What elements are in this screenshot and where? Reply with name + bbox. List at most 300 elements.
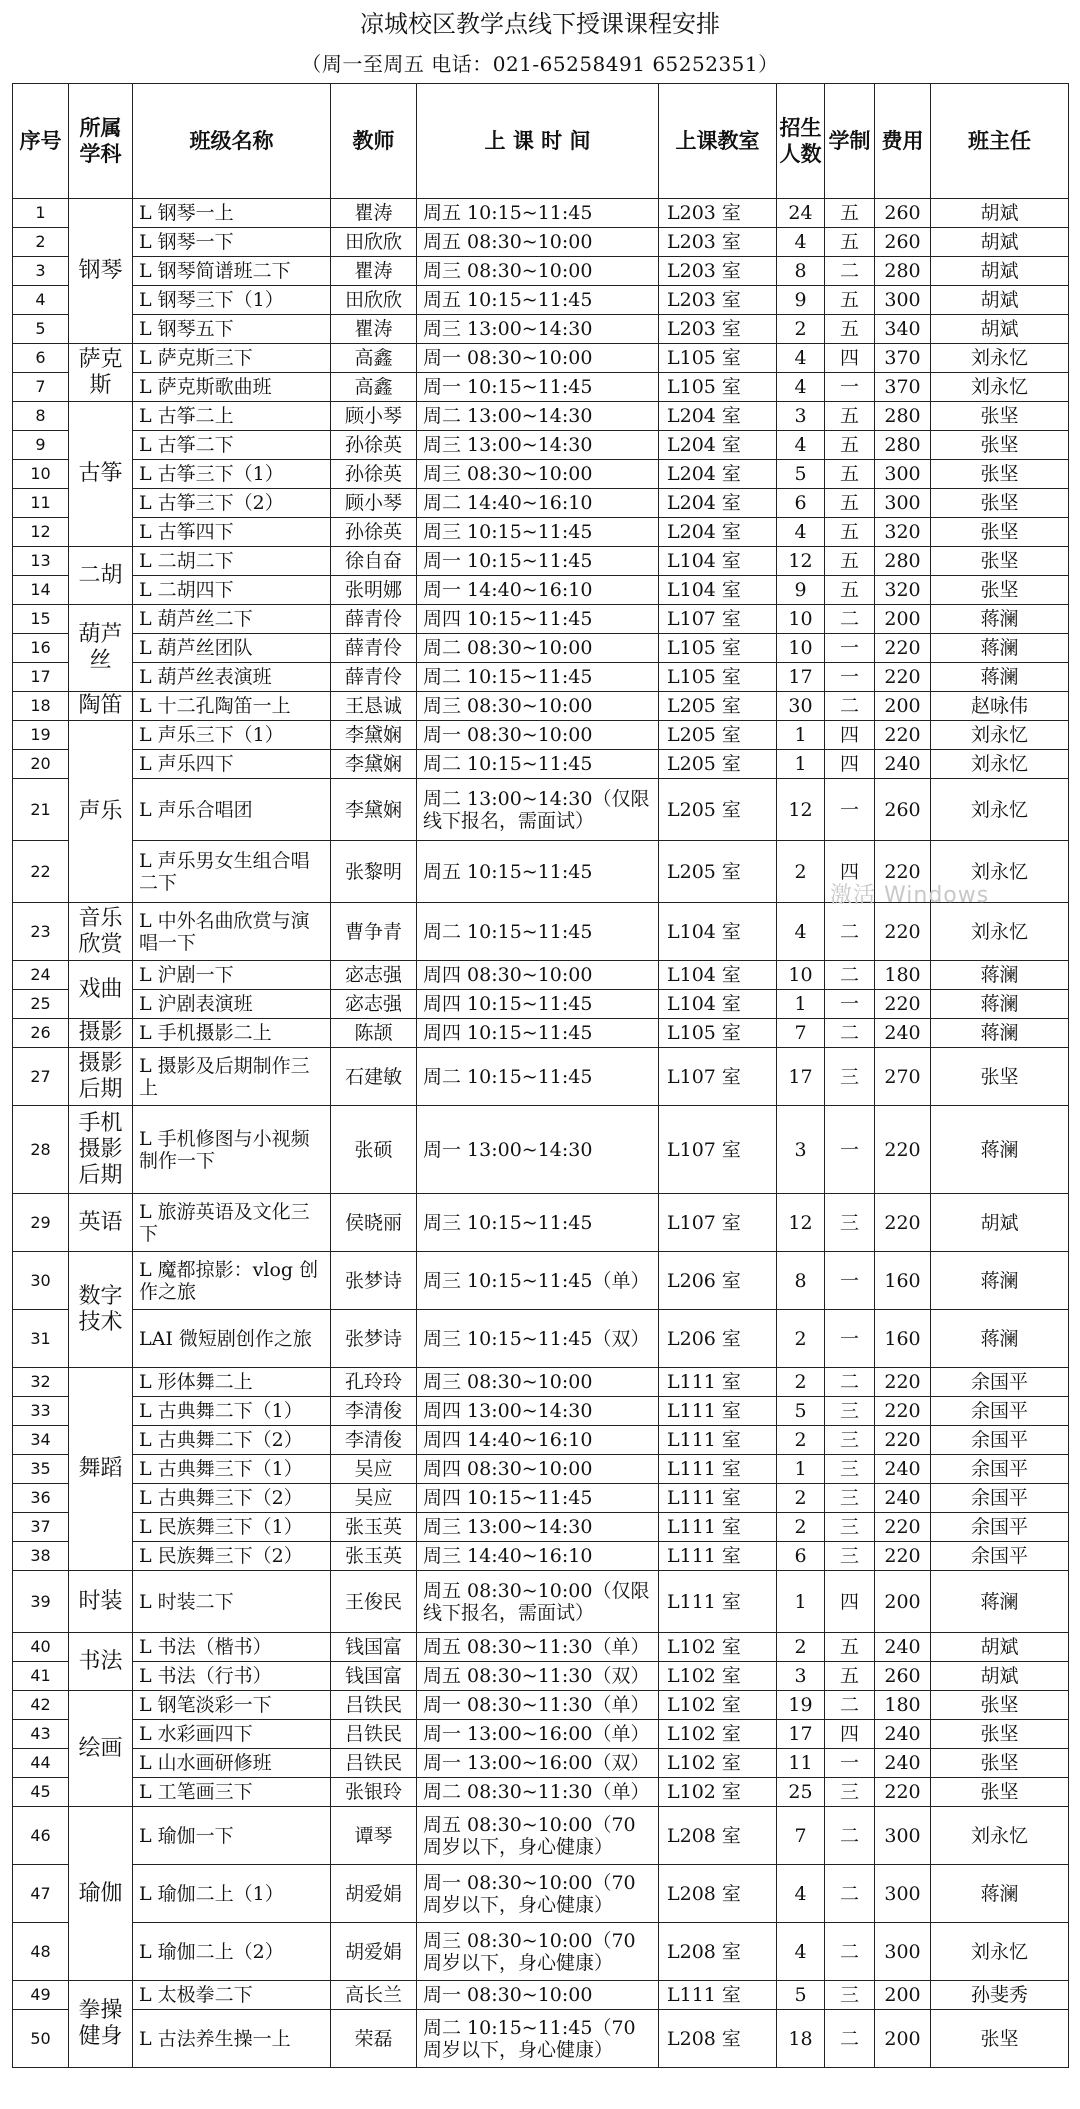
duration-years: 三 <box>825 1542 875 1571</box>
table-row <box>13 489 1069 518</box>
class-name: L 古典舞三下（2） <box>133 1484 331 1513</box>
class-name: L 钢琴简谱班二下 <box>133 257 331 286</box>
head-teacher: 蒋澜 <box>931 1571 1069 1633</box>
row-number: 4 <box>13 286 69 315</box>
header-class-name: 班级名称 <box>133 84 331 199</box>
teacher-name: 瞿涛 <box>331 199 417 228</box>
class-time: 周一 10:15~11:45 <box>417 373 659 402</box>
classroom: L206 室 <box>659 1310 777 1368</box>
head-teacher: 胡斌 <box>931 199 1069 228</box>
fee: 280 <box>875 431 931 460</box>
fee: 160 <box>875 1252 931 1310</box>
head-teacher: 余国平 <box>931 1542 1069 1571</box>
class-time: 周三 14:40~16:10 <box>417 1542 659 1571</box>
class-time: 周四 10:15~11:45 <box>417 1484 659 1513</box>
duration-years: 二 <box>825 1865 875 1923</box>
teacher-name: 张硕 <box>331 1106 417 1194</box>
classroom: L104 室 <box>659 547 777 576</box>
enrollment-count: 19 <box>777 1691 825 1720</box>
class-time: 周一 13:00~14:30 <box>417 1106 659 1194</box>
table-row <box>13 1981 1069 2010</box>
class-time: 周三 08:30~10:00 <box>417 1368 659 1397</box>
table-row <box>13 961 1069 990</box>
enrollment-count: 1 <box>777 1571 825 1633</box>
enrollment-count: 4 <box>777 903 825 961</box>
classroom: L107 室 <box>659 605 777 634</box>
head-teacher: 蒋澜 <box>931 1865 1069 1923</box>
table-row <box>13 1662 1069 1691</box>
classroom: L111 室 <box>659 1368 777 1397</box>
class-time: 周四 13:00~14:30 <box>417 1397 659 1426</box>
page-title: 凉城校区教学点线下授课课程安排 <box>360 10 720 38</box>
class-name: L 摄影及后期制作三上 <box>133 1048 331 1106</box>
classroom: L203 室 <box>659 286 777 315</box>
class-name: L 山水画研修班 <box>133 1749 331 1778</box>
table-row <box>13 402 1069 431</box>
duration-years: 四 <box>825 750 875 779</box>
class-name: L 旅游英语及文化三下 <box>133 1194 331 1252</box>
enrollment-count: 5 <box>777 460 825 489</box>
enrollment-count: 2 <box>777 1513 825 1542</box>
class-name: L 声乐三下（1） <box>133 721 331 750</box>
fee: 240 <box>875 1720 931 1749</box>
duration-years: 五 <box>825 315 875 344</box>
classroom: L111 室 <box>659 1513 777 1542</box>
class-name: L 钢琴一下 <box>133 228 331 257</box>
head-teacher: 张坚 <box>931 402 1069 431</box>
class-time: 周五 08:30~10:00（仅限线下报名，需面试） <box>417 1571 659 1633</box>
class-time: 周三 08:30~10:00 <box>417 257 659 286</box>
table-row <box>13 634 1069 663</box>
teacher-name: 顾小琴 <box>331 402 417 431</box>
classroom: L105 室 <box>659 663 777 692</box>
head-teacher: 张坚 <box>931 518 1069 547</box>
teacher-name: 薛青伶 <box>331 634 417 663</box>
fee: 260 <box>875 199 931 228</box>
duration-years: 二 <box>825 1019 875 1048</box>
subject-cell: 葫芦丝 <box>69 605 133 692</box>
fee: 220 <box>875 1106 931 1194</box>
class-time: 周一 08:30~10:00 <box>417 1981 659 2010</box>
class-time: 周三 08:30~10:00（70 周岁以下，身心健康） <box>417 1923 659 1981</box>
class-name: L 葫芦丝表演班 <box>133 663 331 692</box>
head-teacher: 孙斐秀 <box>931 1981 1069 2010</box>
header-fee: 费用 <box>875 84 931 199</box>
teacher-name: 吕铁民 <box>331 1691 417 1720</box>
class-time: 周四 10:15~11:45 <box>417 1019 659 1048</box>
table-row <box>13 518 1069 547</box>
row-number: 29 <box>13 1194 69 1252</box>
head-teacher: 刘永忆 <box>931 721 1069 750</box>
fee: 300 <box>875 460 931 489</box>
class-time: 周三 13:00~14:30 <box>417 1513 659 1542</box>
classroom: L111 室 <box>659 1542 777 1571</box>
classroom: L111 室 <box>659 1397 777 1426</box>
teacher-name: 高鑫 <box>331 373 417 402</box>
course-schedule-table <box>12 83 1069 2068</box>
classroom: L204 室 <box>659 518 777 547</box>
teacher-name: 薛青伶 <box>331 663 417 692</box>
enrollment-count: 8 <box>777 257 825 286</box>
classroom: L107 室 <box>659 1048 777 1106</box>
class-name: L 钢琴一上 <box>133 199 331 228</box>
teacher-name: 孙徐英 <box>331 431 417 460</box>
row-number: 11 <box>13 489 69 518</box>
teacher-name: 张玉英 <box>331 1513 417 1542</box>
teacher-name: 张银玲 <box>331 1778 417 1807</box>
fee: 320 <box>875 518 931 547</box>
head-teacher: 张坚 <box>931 460 1069 489</box>
enrollment-count: 3 <box>777 1662 825 1691</box>
head-teacher: 蒋澜 <box>931 1106 1069 1194</box>
table-row <box>13 1252 1069 1310</box>
head-teacher: 胡斌 <box>931 257 1069 286</box>
classroom: L102 室 <box>659 1662 777 1691</box>
row-number: 20 <box>13 750 69 779</box>
teacher-name: 李清俊 <box>331 1397 417 1426</box>
table-row <box>13 990 1069 1019</box>
fee: 240 <box>875 1749 931 1778</box>
class-name: L 十二孔陶笛一上 <box>133 692 331 721</box>
fee: 220 <box>875 1397 931 1426</box>
table-row <box>13 1542 1069 1571</box>
classroom: L208 室 <box>659 1807 777 1865</box>
class-name: L 沪剧表演班 <box>133 990 331 1019</box>
enrollment-count: 17 <box>777 1048 825 1106</box>
duration-years: 一 <box>825 373 875 402</box>
duration-years: 四 <box>825 721 875 750</box>
teacher-name: 李黛娴 <box>331 721 417 750</box>
row-number: 21 <box>13 779 69 841</box>
row-number: 33 <box>13 1397 69 1426</box>
class-name: L 萨克斯歌曲班 <box>133 373 331 402</box>
teacher-name: 高长兰 <box>331 1981 417 2010</box>
subject-cell: 摄影 <box>69 1019 133 1048</box>
class-time: 周三 13:00~14:30 <box>417 431 659 460</box>
page-subtitle: （周一至周五 电话：021-65258491 65252351） <box>301 52 779 76</box>
teacher-name: 谭琴 <box>331 1807 417 1865</box>
table-row <box>13 199 1069 228</box>
enrollment-count: 30 <box>777 692 825 721</box>
table-row <box>13 1720 1069 1749</box>
table-row <box>13 344 1069 373</box>
row-number: 9 <box>13 431 69 460</box>
classroom: L107 室 <box>659 1194 777 1252</box>
class-name: L 古典舞二下（1） <box>133 1397 331 1426</box>
class-name: L 沪剧一下 <box>133 961 331 990</box>
class-name: L 中外名曲欣赏与演唱一下 <box>133 903 331 961</box>
row-number: 38 <box>13 1542 69 1571</box>
duration-years: 三 <box>825 1048 875 1106</box>
head-teacher: 刘永忆 <box>931 373 1069 402</box>
duration-years: 五 <box>825 1662 875 1691</box>
header-subject: 所属学科 <box>69 84 133 199</box>
enrollment-count: 18 <box>777 2010 825 2068</box>
enrollment-count: 4 <box>777 373 825 402</box>
enrollment-count: 8 <box>777 1252 825 1310</box>
table-row <box>13 663 1069 692</box>
teacher-name: 徐自奋 <box>331 547 417 576</box>
duration-years: 一 <box>825 634 875 663</box>
classroom: L104 室 <box>659 903 777 961</box>
teacher-name: 田欣欣 <box>331 228 417 257</box>
table-row <box>13 903 1069 961</box>
header-room: 上课教室 <box>659 84 777 199</box>
class-name: L 瑜伽二上（1） <box>133 1865 331 1923</box>
enrollment-count: 11 <box>777 1749 825 1778</box>
activation-watermark: 激活 Windows <box>830 883 990 908</box>
table-row <box>13 1513 1069 1542</box>
enrollment-count: 1 <box>777 750 825 779</box>
row-number: 48 <box>13 1923 69 1981</box>
teacher-name: 张玉英 <box>331 1542 417 1571</box>
head-teacher: 蒋澜 <box>931 605 1069 634</box>
class-name: L 瑜伽二上（2） <box>133 1923 331 1981</box>
duration-years: 一 <box>825 1252 875 1310</box>
classroom: L205 室 <box>659 721 777 750</box>
head-teacher: 蒋澜 <box>931 961 1069 990</box>
fee: 280 <box>875 402 931 431</box>
teacher-name: 李黛娴 <box>331 750 417 779</box>
fee: 300 <box>875 1865 931 1923</box>
duration-years: 一 <box>825 663 875 692</box>
enrollment-count: 2 <box>777 1484 825 1513</box>
fee: 260 <box>875 228 931 257</box>
subject-cell: 萨克斯 <box>69 344 133 402</box>
classroom: L105 室 <box>659 634 777 663</box>
teacher-name: 侯晓丽 <box>331 1194 417 1252</box>
fee: 220 <box>875 903 931 961</box>
class-time: 周二 10:15~11:45 <box>417 1048 659 1106</box>
head-teacher: 张坚 <box>931 431 1069 460</box>
subject-cell: 舞蹈 <box>69 1368 133 1571</box>
subject-cell: 手机摄影后期 <box>69 1106 133 1194</box>
head-teacher: 胡斌 <box>931 286 1069 315</box>
class-time: 周五 08:30~11:30（单） <box>417 1633 659 1662</box>
row-number: 37 <box>13 1513 69 1542</box>
duration-years: 二 <box>825 692 875 721</box>
table-row <box>13 1455 1069 1484</box>
teacher-name: 瞿涛 <box>331 257 417 286</box>
class-time: 周三 10:15~11:45（单） <box>417 1252 659 1310</box>
classroom: L111 室 <box>659 1981 777 2010</box>
table-row <box>13 605 1069 634</box>
duration-years: 五 <box>825 228 875 257</box>
teacher-name: 荣磊 <box>331 2010 417 2068</box>
table-row <box>13 1923 1069 1981</box>
duration-years: 五 <box>825 199 875 228</box>
enrollment-count: 12 <box>777 779 825 841</box>
fee: 370 <box>875 344 931 373</box>
enrollment-count: 4 <box>777 1923 825 1981</box>
header-teacher: 教师 <box>331 84 417 199</box>
class-name: L 钢琴三下（1） <box>133 286 331 315</box>
class-time: 周四 10:15~11:45 <box>417 605 659 634</box>
row-number: 42 <box>13 1691 69 1720</box>
teacher-name: 王恳诚 <box>331 692 417 721</box>
class-time: 周三 10:15~11:45（双） <box>417 1310 659 1368</box>
row-number: 27 <box>13 1048 69 1106</box>
header-duration: 学制 <box>825 84 875 199</box>
class-name: L 葫芦丝团队 <box>133 634 331 663</box>
head-teacher: 张坚 <box>931 1720 1069 1749</box>
row-number: 46 <box>13 1807 69 1865</box>
teacher-name: 钱国富 <box>331 1633 417 1662</box>
table-row <box>13 1310 1069 1368</box>
head-teacher: 张坚 <box>931 547 1069 576</box>
class-name: L 古筝二下 <box>133 431 331 460</box>
class-name: L 民族舞三下（2） <box>133 1542 331 1571</box>
class-time: 周三 13:00~14:30 <box>417 315 659 344</box>
enrollment-count: 2 <box>777 1310 825 1368</box>
head-teacher: 蒋澜 <box>931 1310 1069 1368</box>
fee: 370 <box>875 373 931 402</box>
head-teacher: 刘永忆 <box>931 841 1069 903</box>
subject-cell: 戏曲 <box>69 961 133 1019</box>
row-number: 31 <box>13 1310 69 1368</box>
duration-years: 五 <box>825 518 875 547</box>
row-number: 34 <box>13 1426 69 1455</box>
class-time: 周四 14:40~16:10 <box>417 1426 659 1455</box>
enrollment-count: 24 <box>777 199 825 228</box>
classroom: L203 室 <box>659 199 777 228</box>
class-name: L 声乐男女生组合唱二下 <box>133 841 331 903</box>
fee: 220 <box>875 1778 931 1807</box>
fee: 180 <box>875 961 931 990</box>
table-row <box>13 721 1069 750</box>
head-teacher: 胡斌 <box>931 228 1069 257</box>
fee: 160 <box>875 1310 931 1368</box>
fee: 240 <box>875 1019 931 1048</box>
duration-years: 二 <box>825 1807 875 1865</box>
class-time: 周二 10:15~11:45 <box>417 903 659 961</box>
classroom: L105 室 <box>659 373 777 402</box>
head-teacher: 张坚 <box>931 576 1069 605</box>
table-row <box>13 1194 1069 1252</box>
row-number: 24 <box>13 961 69 990</box>
fee: 220 <box>875 1426 931 1455</box>
enrollment-count: 12 <box>777 1194 825 1252</box>
class-name: L 二胡四下 <box>133 576 331 605</box>
teacher-name: 吕铁民 <box>331 1749 417 1778</box>
teacher-name: 高鑫 <box>331 344 417 373</box>
teacher-name: 顾小琴 <box>331 489 417 518</box>
duration-years: 三 <box>825 1455 875 1484</box>
class-time: 周五 10:15~11:45 <box>417 286 659 315</box>
table-row <box>13 1019 1069 1048</box>
header-no: 序号 <box>13 84 69 199</box>
table-row <box>13 315 1069 344</box>
class-time: 周二 08:30~11:30（单） <box>417 1778 659 1807</box>
class-time: 周五 10:15~11:45 <box>417 841 659 903</box>
header-head-teacher: 班主任 <box>931 84 1069 199</box>
head-teacher: 张坚 <box>931 1778 1069 1807</box>
head-teacher: 蒋澜 <box>931 990 1069 1019</box>
class-time: 周五 10:15~11:45 <box>417 199 659 228</box>
teacher-name: 吴应 <box>331 1455 417 1484</box>
fee: 220 <box>875 721 931 750</box>
duration-years: 五 <box>825 576 875 605</box>
table-row <box>13 1426 1069 1455</box>
duration-years: 三 <box>825 1194 875 1252</box>
head-teacher: 蒋澜 <box>931 663 1069 692</box>
table-row <box>13 1571 1069 1633</box>
table-row <box>13 1048 1069 1106</box>
class-name: L 书法（楷书） <box>133 1633 331 1662</box>
duration-years: 四 <box>825 1720 875 1749</box>
table-row <box>13 692 1069 721</box>
class-time: 周二 08:30~10:00 <box>417 634 659 663</box>
head-teacher: 余国平 <box>931 1426 1069 1455</box>
class-time: 周五 08:30~10:00（70 周岁以下，身心健康） <box>417 1807 659 1865</box>
class-name: L 声乐合唱团 <box>133 779 331 841</box>
table-header-row <box>13 84 1069 199</box>
duration-years: 五 <box>825 431 875 460</box>
subject-cell: 时装 <box>69 1571 133 1633</box>
table-row <box>13 1633 1069 1662</box>
fee: 180 <box>875 1691 931 1720</box>
class-name: L 瑜伽一下 <box>133 1807 331 1865</box>
teacher-name: 胡爱娟 <box>331 1923 417 1981</box>
class-time: 周二 13:00~14:30（仅限线下报名，需面试） <box>417 779 659 841</box>
duration-years: 一 <box>825 1749 875 1778</box>
enrollment-count: 10 <box>777 605 825 634</box>
class-name: L 民族舞三下（1） <box>133 1513 331 1542</box>
head-teacher: 余国平 <box>931 1484 1069 1513</box>
row-number: 17 <box>13 663 69 692</box>
subject-cell: 书法 <box>69 1633 133 1691</box>
table-row <box>13 1749 1069 1778</box>
classroom: L102 室 <box>659 1749 777 1778</box>
classroom: L203 室 <box>659 315 777 344</box>
table-row <box>13 547 1069 576</box>
table-row <box>13 1106 1069 1194</box>
table-row <box>13 257 1069 286</box>
header-time: 上 课 时 间 <box>417 84 659 199</box>
table-row <box>13 750 1069 779</box>
class-time: 周一 10:15~11:45 <box>417 547 659 576</box>
enrollment-count: 25 <box>777 1778 825 1807</box>
teacher-name: 曹争青 <box>331 903 417 961</box>
subject-cell: 音乐欣赏 <box>69 903 133 961</box>
enrollment-count: 7 <box>777 1807 825 1865</box>
fee: 200 <box>875 605 931 634</box>
enrollment-count: 3 <box>777 402 825 431</box>
row-number: 3 <box>13 257 69 286</box>
row-number: 16 <box>13 634 69 663</box>
enrollment-count: 6 <box>777 489 825 518</box>
class-time: 周四 10:15~11:45 <box>417 990 659 1019</box>
duration-years: 三 <box>825 1426 875 1455</box>
duration-years: 四 <box>825 1571 875 1633</box>
row-number: 47 <box>13 1865 69 1923</box>
class-name: L 古筝二上 <box>133 402 331 431</box>
head-teacher: 余国平 <box>931 1455 1069 1484</box>
enrollment-count: 7 <box>777 1019 825 1048</box>
fee: 280 <box>875 547 931 576</box>
head-teacher: 刘永忆 <box>931 1923 1069 1981</box>
duration-years: 二 <box>825 961 875 990</box>
row-number: 26 <box>13 1019 69 1048</box>
fee: 300 <box>875 286 931 315</box>
class-time: 周四 08:30~10:00 <box>417 1455 659 1484</box>
fee: 200 <box>875 692 931 721</box>
class-time: 周五 08:30~10:00 <box>417 228 659 257</box>
subject-cell: 陶笛 <box>69 692 133 721</box>
duration-years: 五 <box>825 547 875 576</box>
teacher-name: 吴应 <box>331 1484 417 1513</box>
class-name: L 魔都掠影：vlog 创作之旅 <box>133 1252 331 1310</box>
